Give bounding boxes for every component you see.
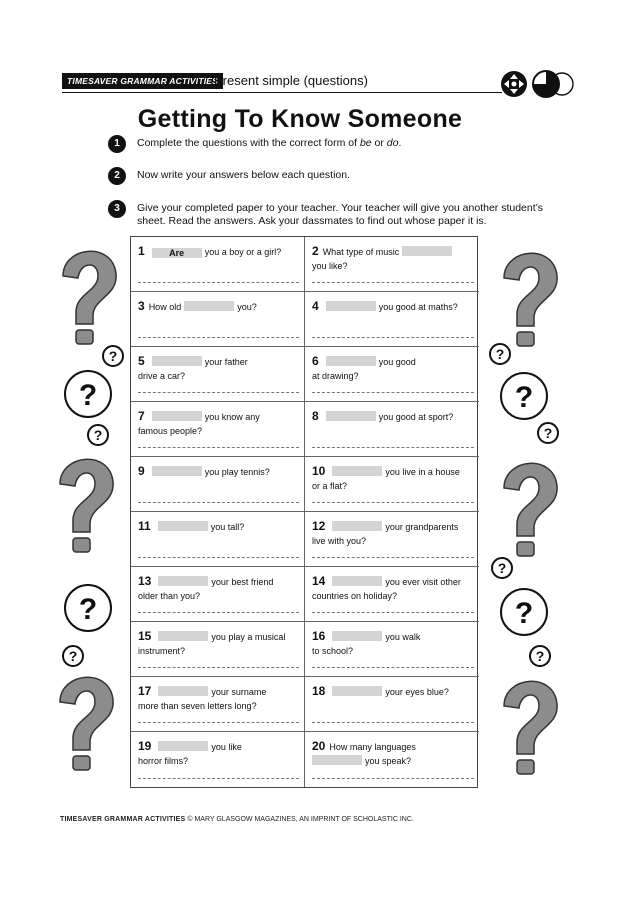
question-text (138, 244, 300, 259)
instruction-text: Now write your answers below each question. (137, 169, 351, 181)
question-cell-6 (305, 347, 479, 402)
question-mark-icon (538, 423, 558, 443)
question-text (138, 574, 300, 603)
question-cell-4 (305, 292, 479, 347)
question-mark-icon (492, 558, 512, 578)
answer-gap-field[interactable] (332, 521, 382, 531)
question-cell-15 (131, 622, 305, 677)
question-cell-9 (131, 457, 305, 512)
instruction-text: Complete the questions with the correct form of be or do. (137, 137, 402, 149)
question-mark-icon (501, 373, 547, 419)
instruction-text: Give your completed paper to your teacher. Your teacher will give you another student’s sheet. Read the answers. Ask your dassmates to find out whose paper it is. (137, 202, 544, 227)
question-mark-icon (65, 371, 111, 417)
question-tail: you play a musical (211, 632, 286, 642)
question-cell-11 (131, 512, 305, 567)
question-grid (130, 236, 478, 788)
svg-text:?: ? (497, 560, 507, 576)
question-number: 14 (312, 574, 326, 588)
question-cell-20 (305, 732, 479, 787)
answer-line[interactable] (138, 778, 299, 779)
question-text (138, 409, 300, 438)
header-bar (62, 71, 502, 93)
question-line-2 (138, 754, 300, 768)
question-text (312, 574, 475, 603)
question-text (312, 464, 475, 493)
question-text (312, 629, 475, 658)
footer-brand: TIMESAVER GRAMMAR ACTIVITIES (60, 816, 186, 823)
right-question-art (482, 236, 572, 796)
answer-gap-field[interactable] (332, 631, 382, 641)
answer-gap-field[interactable] (402, 246, 452, 256)
question-mark-icon (60, 677, 113, 750)
question-line-2-text: famous people? (138, 426, 203, 436)
question-mark-icon (530, 646, 550, 666)
question-number: 9 (138, 464, 145, 478)
question-mark-icon (88, 425, 108, 445)
question-line-2 (138, 644, 300, 658)
answer-gap-field[interactable] (326, 356, 376, 366)
question-line-2 (138, 699, 300, 713)
answer-line[interactable] (312, 282, 474, 283)
question-number: 20 (312, 739, 326, 753)
question-cell-14 (305, 567, 479, 622)
answer-line[interactable] (312, 612, 474, 613)
question-tail: your eyes blue? (385, 687, 449, 697)
brand-tag: TIMESAVER GRAMMAR ACTIVITIES (62, 73, 223, 89)
question-text (138, 739, 300, 768)
question-tail: you play tennis? (204, 467, 270, 477)
question-text (312, 354, 475, 383)
answer-gap-field[interactable] (332, 686, 382, 696)
arrows-icon (501, 71, 527, 97)
question-cell-19 (131, 732, 305, 787)
question-number: 17 (138, 684, 152, 698)
question-line-2 (312, 534, 475, 548)
question-cell-3 (131, 292, 305, 347)
question-number: 16 (312, 629, 326, 643)
question-line-2-text: live with you? (312, 536, 367, 546)
question-mark-icon (65, 585, 111, 631)
question-cell-7 (131, 402, 305, 457)
question-number: 10 (312, 464, 326, 478)
question-cell-18 (305, 677, 479, 732)
svg-text:?: ? (514, 381, 534, 414)
question-cell-13 (131, 567, 305, 622)
question-line-2-text: horror films? (138, 756, 189, 766)
question-text (312, 299, 475, 314)
clock-icon (533, 71, 573, 97)
question-mark-icon (501, 589, 547, 635)
answer-line[interactable] (138, 502, 299, 503)
question-text (312, 519, 475, 548)
question-line-2 (312, 644, 475, 658)
question-number: 1 (138, 244, 145, 258)
question-tail: you good at sport? (378, 412, 454, 422)
question-mark-icon (63, 646, 83, 666)
question-tail: you like (211, 742, 242, 752)
answer-line[interactable] (138, 337, 299, 338)
question-text (312, 684, 475, 699)
question-line-2 (312, 259, 475, 273)
answer-line[interactable] (312, 337, 474, 338)
answer-gap-field[interactable] (326, 301, 376, 311)
left-question-art (48, 236, 128, 796)
question-line-2-text: you like? (312, 261, 348, 271)
answer-line[interactable] (138, 722, 299, 723)
question-line-2-text: more than seven letters long? (138, 701, 257, 711)
question-number: 19 (138, 739, 152, 753)
answer-line[interactable] (312, 778, 474, 779)
answer-gap-field[interactable] (158, 741, 208, 751)
question-cell-10 (305, 457, 479, 512)
answer-line[interactable] (312, 392, 474, 393)
step-number: 1 (108, 135, 126, 153)
question-lead: How many languages (329, 742, 416, 752)
footer (60, 815, 414, 825)
question-tail: your grandparents (385, 522, 459, 532)
question-number: 3 (138, 299, 145, 313)
answer-gap-field[interactable] (184, 301, 234, 311)
question-tail: you good at maths? (378, 302, 458, 312)
header-icons (500, 68, 576, 100)
question-mark-icon (504, 253, 557, 326)
question-tail: you know any (204, 412, 260, 422)
question-number: 18 (312, 684, 326, 698)
question-tail: you live in a house (385, 467, 460, 477)
question-line-2 (312, 479, 475, 493)
question-text (138, 519, 300, 534)
question-text (138, 354, 300, 383)
question-tail: you tall? (210, 522, 245, 532)
answer-line[interactable] (312, 447, 474, 448)
answer-gap-field[interactable] (158, 686, 208, 696)
svg-text:?: ? (543, 425, 553, 441)
question-line-2-text: older than you? (138, 591, 201, 601)
worksheet-topic: Present simple (questions) (214, 73, 368, 88)
question-cell-12 (305, 512, 479, 567)
answer-gap-field[interactable]: Are (152, 248, 202, 258)
question-number: 7 (138, 409, 145, 423)
question-cell-1 (131, 237, 305, 292)
question-text (138, 629, 300, 658)
answer-line[interactable] (138, 392, 299, 393)
answer-gap-field[interactable] (158, 576, 208, 586)
answer-gap-field[interactable] (158, 631, 208, 641)
question-line-2 (312, 369, 475, 383)
answer-gap-field[interactable] (326, 411, 376, 421)
question-number: 13 (138, 574, 152, 588)
question-line-2 (138, 369, 300, 383)
step-number: 3 (108, 200, 126, 218)
footer-copyright: © MARY GLASGOW MAGAZINES, AN IMPRINT OF SCHOLASTIC INC. (187, 816, 414, 823)
question-line-2-text: you speak? (365, 756, 412, 766)
answer-line[interactable] (138, 282, 299, 283)
svg-text:?: ? (535, 648, 545, 664)
question-line-2-text: countries on holiday? (312, 591, 398, 601)
question-lead: How old (148, 302, 182, 312)
answer-gap-field[interactable] (152, 356, 202, 366)
question-number: 4 (312, 299, 319, 313)
question-mark-icon (103, 346, 123, 366)
question-text (138, 299, 300, 314)
answer-line[interactable] (312, 667, 474, 668)
question-tail: you a boy or a girl? (204, 247, 282, 257)
answer-line[interactable] (312, 722, 474, 723)
question-cell-17 (131, 677, 305, 732)
svg-text:?: ? (514, 597, 534, 630)
question-tail: you good (378, 357, 416, 367)
answer-line[interactable] (312, 502, 474, 503)
svg-text:?: ? (108, 348, 118, 364)
question-tail: you walk (385, 632, 421, 642)
question-text (138, 464, 300, 479)
question-tail: you ever visit other (385, 577, 461, 587)
question-line-2-text: to school? (312, 646, 354, 656)
question-line-2-text: or a flat? (312, 481, 348, 491)
svg-text:?: ? (495, 346, 505, 362)
question-text (312, 739, 475, 768)
question-tail: you? (237, 302, 257, 312)
question-line-2 (312, 754, 475, 768)
page-title: Getting To Know Someone (137, 105, 463, 133)
svg-text:?: ? (93, 427, 103, 443)
question-mark-icon (504, 463, 557, 536)
question-line-2-text: instrument? (138, 646, 186, 656)
answer-line[interactable] (312, 557, 474, 558)
question-text (138, 684, 300, 713)
question-text (312, 244, 475, 273)
question-line-2 (312, 589, 475, 603)
question-cell-5 (131, 347, 305, 402)
question-line-2-text: at drawing? (312, 371, 359, 381)
answer-gap-field[interactable] (152, 466, 202, 476)
answer-line[interactable] (138, 447, 299, 448)
answer-gap-field[interactable] (332, 576, 382, 586)
question-line-2 (138, 589, 300, 603)
question-tail: your surname (211, 687, 267, 697)
question-cell-16 (305, 622, 479, 677)
question-line-2 (138, 424, 300, 438)
question-mark-icon (63, 251, 116, 324)
question-text (312, 409, 475, 424)
question-tail: your father (204, 357, 248, 367)
question-number: 11 (138, 519, 151, 533)
answer-gap-field[interactable] (158, 521, 208, 531)
question-number: 12 (312, 519, 326, 533)
answer-gap-field[interactable] (312, 755, 362, 765)
question-tail: your best friend (211, 577, 274, 587)
answer-line[interactable] (138, 667, 299, 668)
question-number: 5 (138, 354, 145, 368)
question-cell-8 (305, 402, 479, 457)
answer-gap-field[interactable] (332, 466, 382, 476)
svg-text:?: ? (68, 648, 78, 664)
answer-line[interactable] (138, 612, 299, 613)
answer-line[interactable] (138, 557, 299, 558)
question-mark-icon (490, 344, 510, 364)
answer-gap-field[interactable] (152, 411, 202, 421)
question-number: 2 (312, 244, 319, 258)
question-lead: What type of music (322, 247, 400, 257)
question-mark-icon (504, 681, 557, 754)
question-mark-icon (60, 459, 113, 532)
question-line-2-text: drive a car? (138, 371, 186, 381)
question-number: 6 (312, 354, 319, 368)
question-number: 8 (312, 409, 319, 423)
svg-text:?: ? (78, 593, 98, 626)
question-number: 15 (138, 629, 152, 643)
question-cell-2 (305, 237, 479, 292)
step-number: 2 (108, 167, 126, 185)
svg-text:?: ? (78, 379, 98, 412)
